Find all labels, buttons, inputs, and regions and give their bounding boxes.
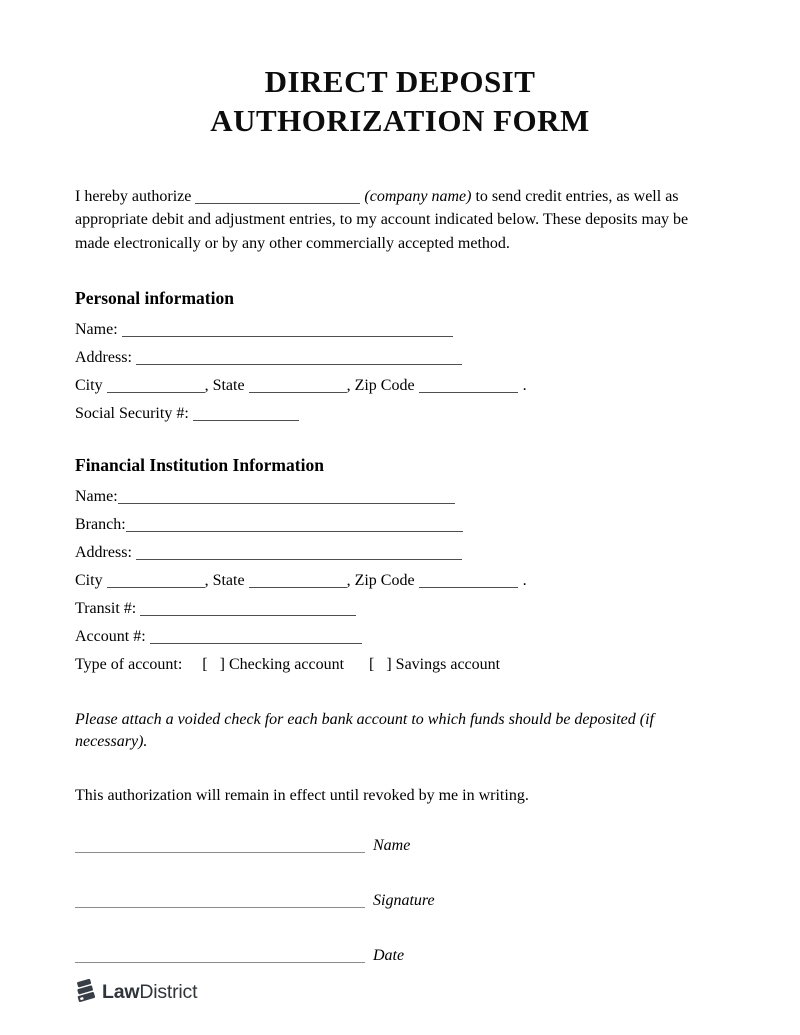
date-line[interactable] xyxy=(75,948,365,963)
intro-post-text: to send credit entries, as well as appropriate debit and adjustment entries, to my account indicated below. These deposits may be made electronically or by any other commercially accepted method. xyxy=(75,188,689,252)
page-title xyxy=(0,62,800,140)
personal-name-row xyxy=(75,316,720,344)
personal-city-state-zip-row xyxy=(75,372,720,400)
checking-account-label: Checking account xyxy=(228,655,345,673)
bank-branch-label: Branch: xyxy=(75,515,126,533)
checking-checkbox[interactable]: [ ] xyxy=(202,655,225,673)
personal-state-label: , State xyxy=(204,376,245,394)
bank-zip-field[interactable] xyxy=(419,573,518,588)
brand-wordmark xyxy=(102,981,197,1004)
ssn-label: Social Security #: xyxy=(75,404,189,422)
bank-state-field[interactable] xyxy=(249,573,347,588)
intro-pre-text: I hereby authorize xyxy=(75,188,192,205)
bank-name-field[interactable] xyxy=(118,489,455,504)
personal-address-field[interactable] xyxy=(136,350,462,365)
account-number-row xyxy=(75,623,720,651)
title-line-1: DIRECT DEPOSIT xyxy=(264,64,536,99)
ssn-field[interactable] xyxy=(193,406,299,421)
personal-zip-field[interactable] xyxy=(419,378,518,393)
personal-name-label: Name: xyxy=(75,320,118,338)
bank-state-label: , State xyxy=(204,571,245,589)
personal-zip-label: , Zip Code xyxy=(346,376,415,394)
personal-city-field[interactable] xyxy=(107,378,205,393)
personal-name-field[interactable] xyxy=(122,322,453,337)
account-type-label: Type of account: xyxy=(75,655,183,673)
bank-branch-field[interactable] xyxy=(126,517,463,532)
account-type-row xyxy=(75,651,720,679)
savings-checkbox[interactable]: [ ] xyxy=(369,655,392,673)
brand-district: District xyxy=(139,981,198,1004)
voided-check-note: Please attach a voided check for each bank account to which funds should be deposited (if necessary). xyxy=(75,710,654,750)
checking-account-option xyxy=(202,651,344,679)
financial-institution-heading: Financial Institution Information xyxy=(75,454,324,475)
personal-state-field[interactable] xyxy=(249,378,347,393)
personal-information-heading: Personal information xyxy=(75,287,234,308)
personal-city-row-period: . xyxy=(522,376,527,394)
bank-name-label: Name: xyxy=(75,487,118,505)
printed-name-line[interactable] xyxy=(75,838,365,853)
savings-account-option xyxy=(369,651,500,679)
personal-city-label: City xyxy=(75,376,103,394)
authorization-paragraph xyxy=(75,185,720,255)
bank-address-label: Address: xyxy=(75,543,132,561)
bank-zip-label: , Zip Code xyxy=(346,571,415,589)
printed-name-label: Name xyxy=(373,836,411,854)
footer-brand xyxy=(0,979,800,1007)
savings-account-label: Savings account xyxy=(395,655,501,673)
transit-number-label: Transit #: xyxy=(75,599,137,617)
personal-address-label: Address: xyxy=(75,348,132,366)
company-name-hint: (company name) xyxy=(364,188,472,205)
bank-address-field[interactable] xyxy=(136,545,462,560)
bank-city-row-period: . xyxy=(522,571,527,589)
financial-institution-section xyxy=(75,454,720,679)
brand-law: Law xyxy=(102,981,140,1004)
lawdistrict-logo-icon xyxy=(75,979,98,1007)
date-label: Date xyxy=(373,946,405,964)
account-number-label: Account #: xyxy=(75,627,146,645)
bank-address-row xyxy=(75,539,720,567)
signature-line[interactable] xyxy=(75,893,365,908)
personal-address-row xyxy=(75,344,720,372)
signature-label: Signature xyxy=(373,891,435,909)
account-number-field[interactable] xyxy=(150,629,362,644)
signature-row xyxy=(75,890,720,912)
title-line-2: AUTHORIZATION FORM xyxy=(210,103,590,138)
printed-name-row xyxy=(75,835,720,857)
personal-information-section xyxy=(75,287,720,428)
bank-city-state-zip-row xyxy=(75,567,720,595)
date-row xyxy=(75,945,720,967)
transit-number-row xyxy=(75,595,720,623)
bank-branch-row xyxy=(75,511,720,539)
ssn-row xyxy=(75,400,720,428)
bank-city-label: City xyxy=(75,571,103,589)
company-name-field[interactable] xyxy=(195,189,360,204)
revocation-note: This authorization will remain in effect until revoked by me in writing. xyxy=(75,786,529,804)
transit-number-field[interactable] xyxy=(140,601,356,616)
bank-city-field[interactable] xyxy=(107,573,205,588)
bank-name-row xyxy=(75,483,720,511)
